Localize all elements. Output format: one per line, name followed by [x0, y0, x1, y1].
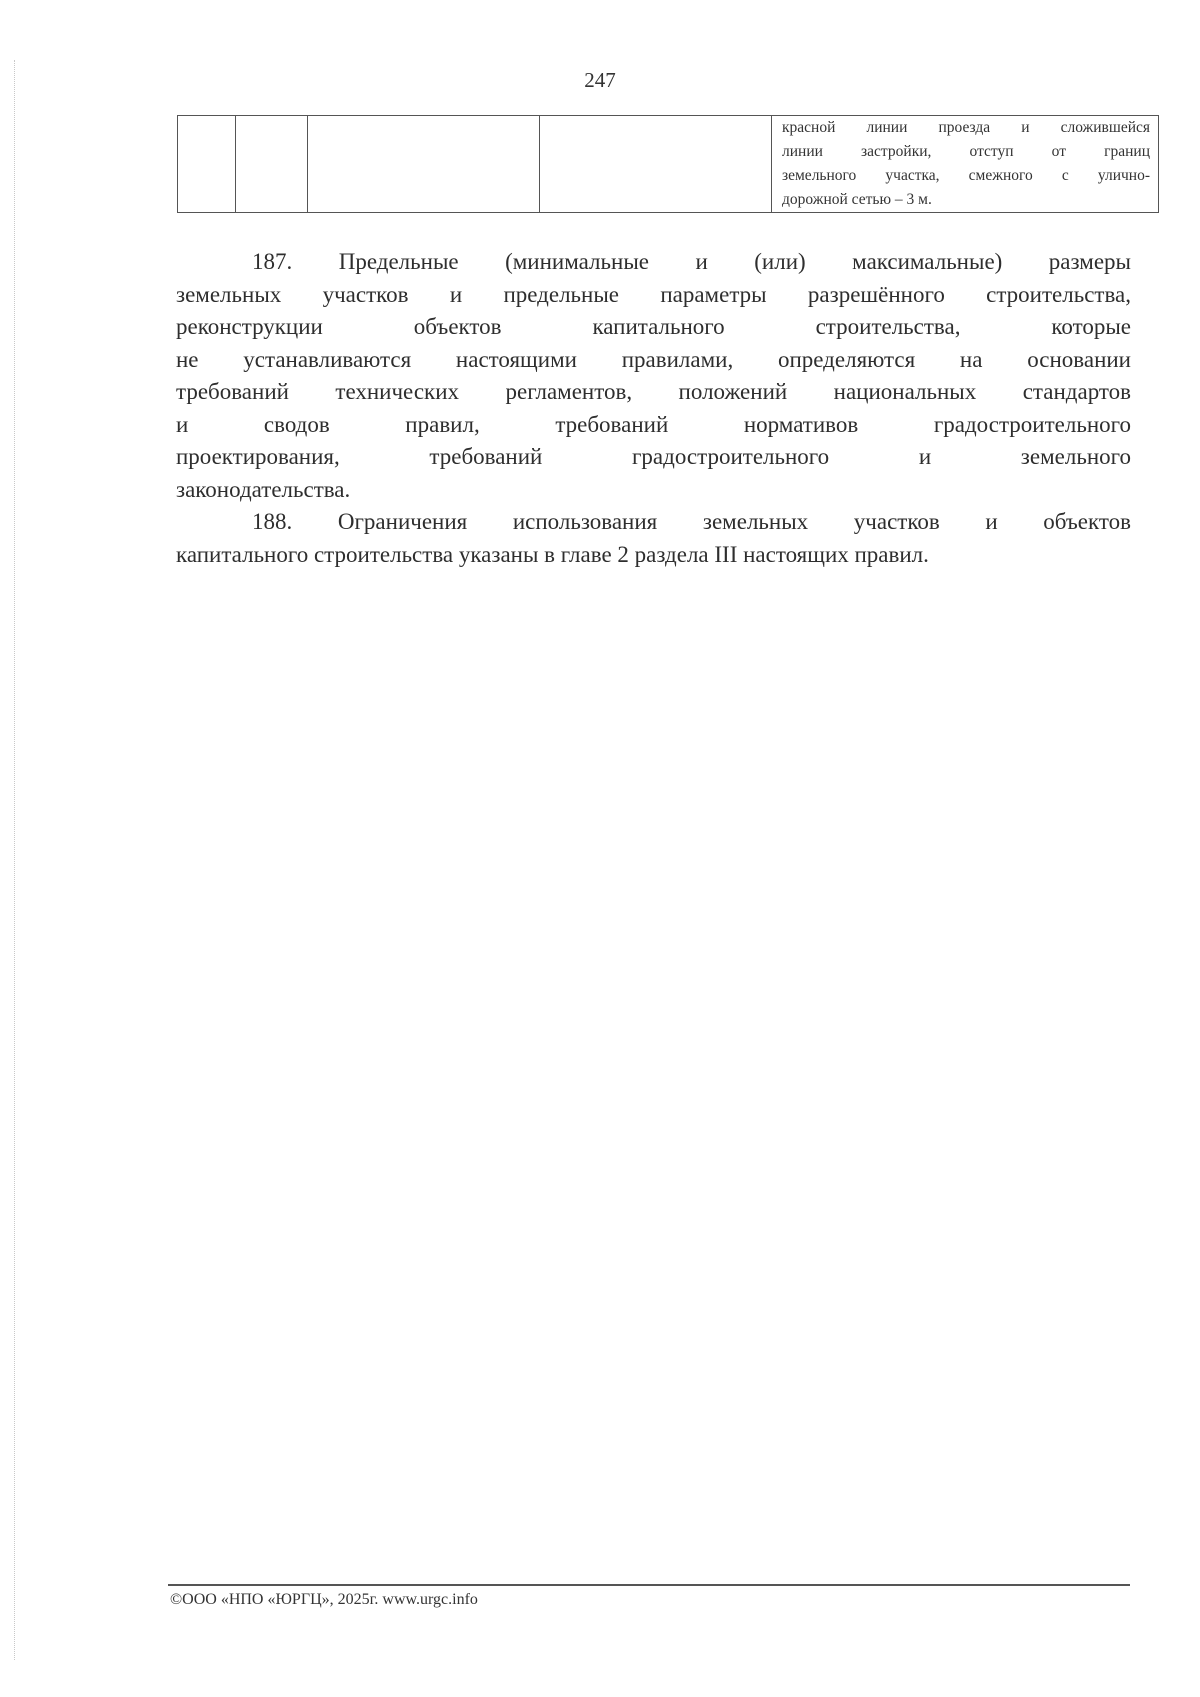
paragraph-line: не устанавливаются настоящими правилами, определяются на основании	[176, 346, 1131, 372]
paragraph-line: реконструкции объектов капитального строительства, которые	[176, 314, 1131, 339]
paragraph-line: проектирования, требований градостроительного и земельного	[176, 444, 1131, 469]
page-number: 247	[584, 68, 616, 92]
paragraph-line: 188. Ограничения использования земельных участков и объектов	[252, 509, 1131, 534]
paragraph-line: капитального строительства указаны в главе 2 раздела III настоящих правил.	[176, 541, 929, 567]
table-cell-line: красной линии проезда и сложившейся	[782, 119, 1150, 136]
paragraph-line: требований технических регламентов, положений национальных стандартов	[176, 379, 1131, 404]
table-cell-empty-3	[308, 116, 540, 213]
footer-copyright: ©ООО «НПО «ЮРГЦ», 2025г. www.urgc.info	[170, 1591, 478, 1608]
footer-divider	[168, 1584, 1130, 1586]
table-cell-empty-4	[540, 116, 772, 213]
table-cell-empty-2	[236, 116, 308, 213]
paragraph-188	[176, 506, 1131, 571]
table-cell-line: земельного участка, смежного с улично-	[782, 167, 1150, 184]
paragraph-line: и сводов правил, требований нормативов градостроительного	[176, 411, 1131, 437]
table-cell-text	[772, 116, 1159, 213]
paragraph-line: 187. Предельные (минимальные и (или) максимальные) размеры	[252, 249, 1131, 274]
continued-table-row	[177, 115, 1159, 213]
table-cell-line: линии застройки, отступ от границ	[782, 143, 1150, 160]
scan-edge-marks	[14, 60, 18, 1660]
paragraph-line: земельных участков и предельные параметры разрешённого строительства,	[176, 281, 1131, 307]
table-row	[178, 116, 1159, 213]
table-cell-empty-1	[178, 116, 236, 213]
paragraph-line: законодательства.	[176, 476, 351, 502]
table-cell-line: дорожной сетью – 3 м.	[782, 191, 932, 208]
paragraph-187	[176, 246, 1131, 506]
